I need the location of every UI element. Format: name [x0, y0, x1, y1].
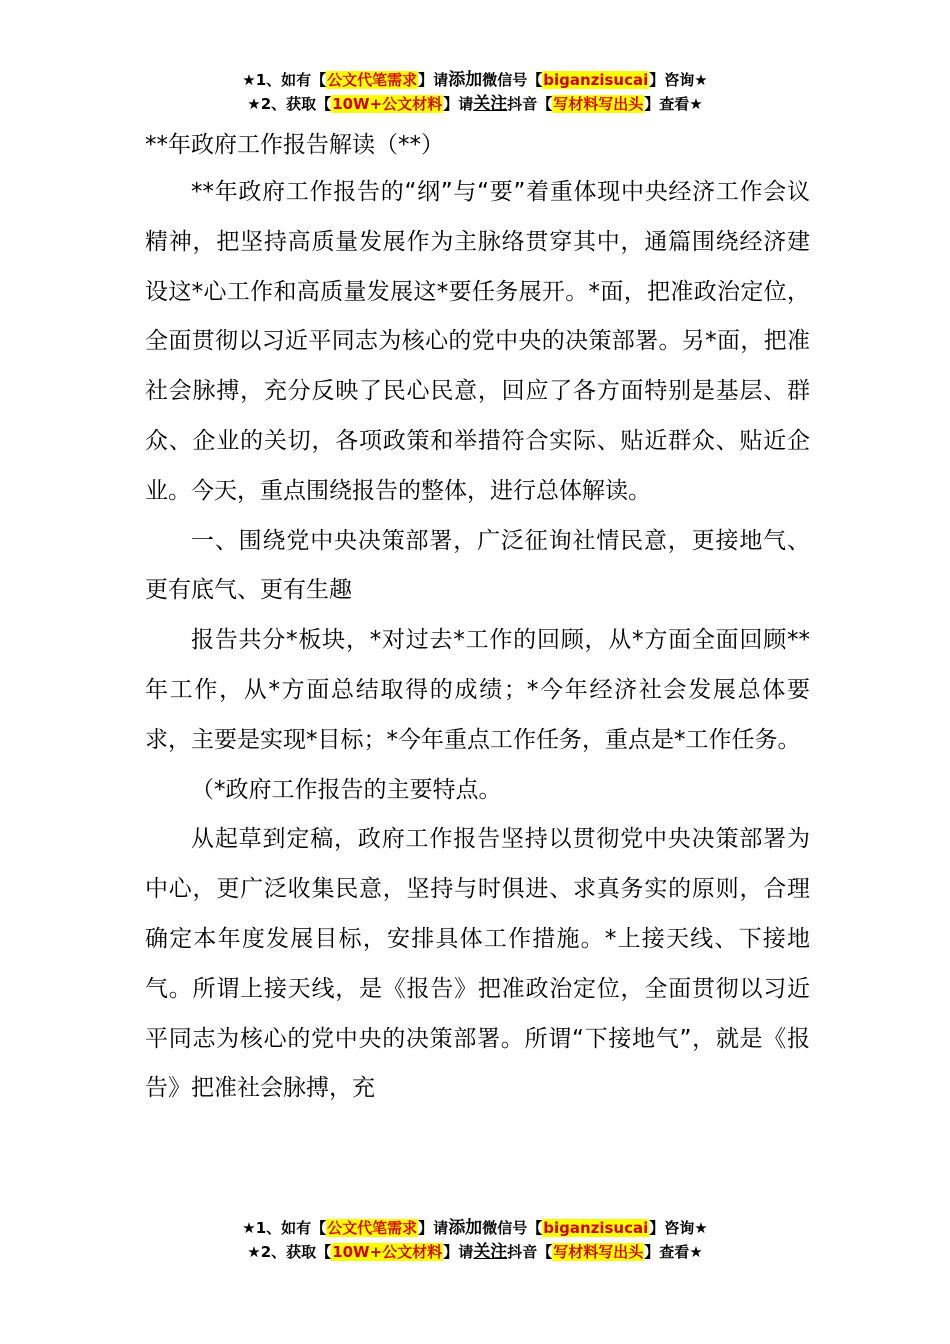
banner-text: 】查看: [644, 95, 690, 113]
banner-line-1: [0, 1216, 950, 1240]
highlight-wechat-id: biganzisucai: [543, 71, 649, 89]
document-title: **年政府工作报告解读（**）: [145, 132, 444, 158]
banner-emphasis: 关注: [473, 94, 508, 114]
banner-text: 】查看: [644, 1243, 690, 1261]
highlight-materials: 10W+公文材料: [332, 95, 443, 113]
banner-line-2: [0, 1240, 950, 1264]
banner-line-1: [0, 68, 950, 92]
banner-line-2: [0, 92, 950, 116]
bottom-banner: [0, 1216, 950, 1264]
banner-text: 2、获取【: [260, 95, 332, 113]
top-banner: [0, 68, 950, 116]
banner-text: 】请: [443, 1243, 474, 1261]
banner-text: 抖音【: [507, 95, 553, 113]
section-heading-1: 一、围绕党中央决策部署，广泛征询社情民意，更接地气、更有底气、更有生趣: [145, 527, 810, 604]
highlight-douyin-account: 写材料写出头: [553, 95, 644, 113]
star-icon: ★: [689, 95, 703, 113]
highlight-douyin-account: 写材料写出头: [553, 1243, 644, 1261]
banner-emphasis: 关注: [473, 1242, 508, 1262]
highlight-wechat-id: biganzisucai: [543, 1219, 649, 1237]
star-icon: ★: [242, 1219, 256, 1237]
star-icon: ★: [694, 1219, 708, 1237]
document-body: [145, 122, 810, 1114]
paragraph-structure: 报告共分*板块，*对过去*工作的回顾，从*方面全面回顾**年工作，从*方面总结取得的成绩；*今年经济社会发展总体要求，主要是实现*目标；*今年重点工作任务，重点是*工作任务。: [145, 627, 810, 753]
banner-text: 】请: [418, 71, 449, 89]
banner-text: 】咨询: [649, 71, 695, 89]
star-icon: ★: [694, 71, 708, 89]
star-icon: ★: [242, 71, 256, 89]
subsection-heading: （*政府工作报告的主要特点。: [191, 776, 502, 803]
star-icon: ★: [247, 95, 261, 113]
highlight-service: 公文代笔需求: [327, 71, 418, 89]
star-icon: ★: [689, 1243, 703, 1261]
banner-text: 】请: [443, 95, 474, 113]
highlight-service: 公文代笔需求: [327, 1219, 418, 1237]
banner-text: 】请: [418, 1219, 449, 1237]
banner-emphasis: 添加: [448, 70, 483, 90]
banner-text: 】咨询: [649, 1219, 695, 1237]
banner-text: 抖音【: [507, 1243, 553, 1261]
highlight-materials: 10W+公文材料: [332, 1243, 443, 1261]
paragraph-features: 从起草到定稿，政府工作报告坚持以贯彻党中央决策部署为中心，更广泛收集民意，坚持与时俱进、求真务实的原则，合理确定本年度发展目标，安排具体工作措施。*上接天线、下接地气。所谓上接天线，是《报告》把准政治定位，全面贯彻以习近平同志为核心的党中央的决策部署。所谓“下接地气”，就是《报告》把准社会脉搏，充: [145, 826, 810, 1102]
banner-text: 微信号【: [482, 71, 543, 89]
banner-emphasis: 添加: [448, 1218, 483, 1238]
banner-text: 2、获取【: [260, 1243, 332, 1261]
banner-text: 1、如有【: [255, 71, 327, 89]
paragraph-intro: **年政府工作报告的“纲”与“要”着重体现中央经济工作会议精神，把坚持高质量发展作为主脉络贯穿其中，通篇围绕经济建设这*心工作和高质量发展这*要任务展开。*面，把准政治定位，全面贯彻以习近平同志为核心的党中央的决策部署。另*面，把准社会脉搏，充分反映了民心民意，回应了各方面特别是基层、群众、企业的关切，各项政策和举措符合实际、贴近群众、贴近企业。今天，重点围绕报告的整体，进行总体解读。: [145, 179, 810, 504]
star-icon: ★: [247, 1243, 261, 1261]
banner-text: 1、如有【: [255, 1219, 327, 1237]
banner-text: 微信号【: [482, 1219, 543, 1237]
